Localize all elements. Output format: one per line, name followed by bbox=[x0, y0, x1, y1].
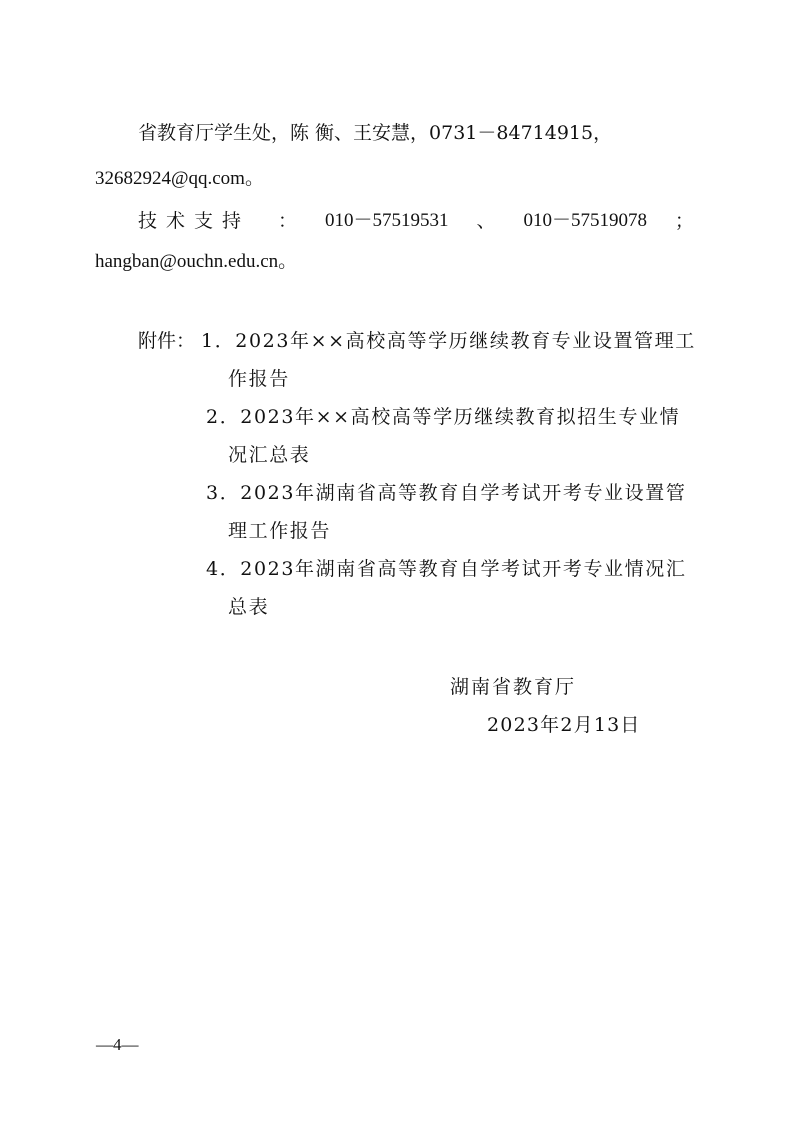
tech-support-label: 技术支持 bbox=[138, 210, 251, 232]
attachment-item-2-line-1: 2．2023年××高校高等学历继续教育拟招生专业情 bbox=[206, 406, 681, 428]
signature-date: 2023年2月13日 bbox=[487, 714, 641, 736]
contact-line-2: 32682924@qq.com。 bbox=[95, 168, 264, 189]
signature-organization: 湖南省教育厅 bbox=[450, 676, 577, 698]
attachment-item-1-line-1: 1．2023年××高校高等学历继续教育专业设置管理工 bbox=[201, 330, 696, 352]
attachment-item-4-line-1: 4．2023年湖南省高等教育自学考试开考专业情况汇 bbox=[206, 558, 687, 580]
tech-support-phone-1: 010－57519531 bbox=[324, 210, 449, 231]
attachment-item-2-line-2: 况汇总表 bbox=[228, 444, 311, 466]
contact-line-1: 省教育厅学生处，陈 衡、王安慧，0731－84714915， bbox=[138, 122, 613, 144]
tech-support-email: hangban@ouchn.edu.cn。 bbox=[95, 251, 298, 272]
tech-support-semicolon: ； bbox=[674, 210, 694, 232]
tech-support-line bbox=[138, 209, 694, 233]
attachments-label: 附件： bbox=[138, 330, 196, 352]
attachment-item-4-line-2: 总表 bbox=[228, 596, 270, 618]
tech-support-colon: ： bbox=[277, 210, 297, 232]
tech-support-phone-2: 010－57519078 bbox=[523, 210, 647, 231]
tech-support-separator: 、 bbox=[476, 210, 496, 232]
page-number: —4— bbox=[96, 1035, 139, 1054]
attachment-item-3-line-2: 理工作报告 bbox=[228, 520, 332, 542]
attachment-item-3-line-1: 3．2023年湖南省高等教育自学考试开考专业设置管 bbox=[206, 482, 687, 504]
attachment-item-1-line-2: 作报告 bbox=[228, 368, 290, 390]
